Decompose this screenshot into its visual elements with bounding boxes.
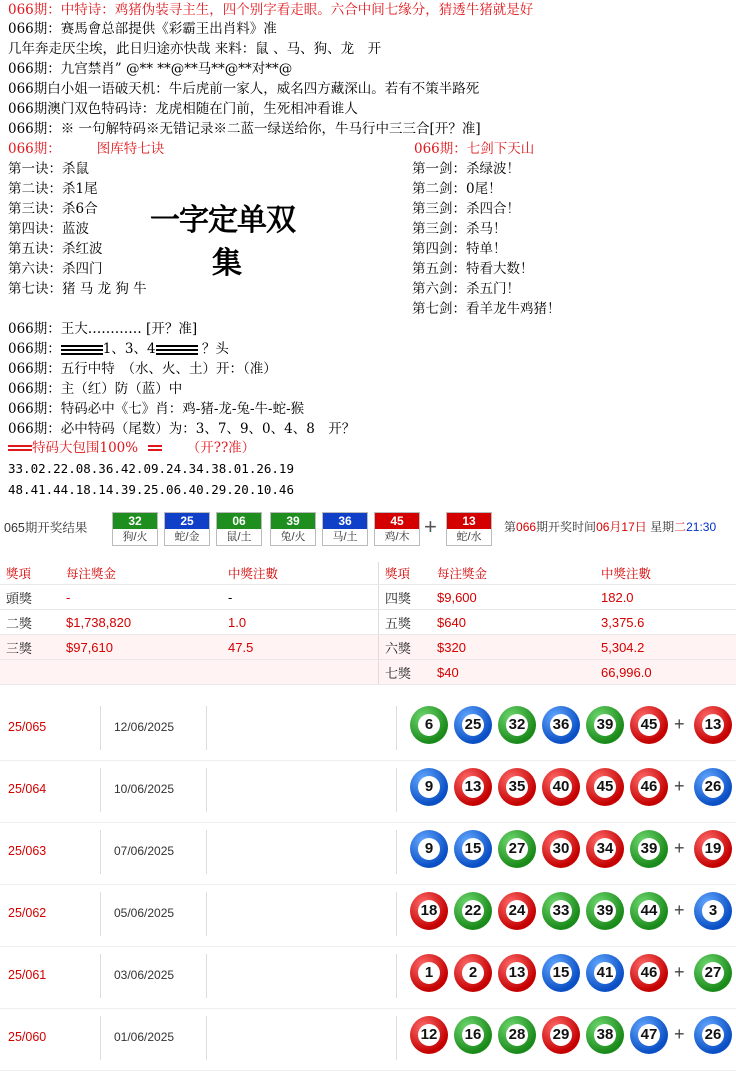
header-line-3: 几年奔走厌尘埃，此日归途亦快哉 来料：鼠 、马、狗、龙 开 <box>8 41 382 57</box>
result-number: 25 <box>165 513 209 529</box>
left-list-item: 第三诀：杀6合 <box>8 201 98 217</box>
divider <box>396 954 397 998</box>
history-date: 12/06/2025 <box>114 720 175 734</box>
history-special-ball <box>694 830 732 868</box>
history-ball <box>410 1016 448 1054</box>
ball-number: 39 <box>638 838 660 860</box>
history-issue: 25/060 <box>8 1030 47 1044</box>
header-line-6: 066期澳门双色特码诗：龙虎相随在门前，生死相冲看谁人 <box>8 101 358 117</box>
history-ball <box>454 706 492 744</box>
divider <box>396 892 397 936</box>
history-ball <box>542 830 580 868</box>
ball-number: 15 <box>550 962 572 984</box>
big-title-line-1: 一字定单双 <box>150 203 295 238</box>
result-number: 06 <box>217 513 261 529</box>
ball-number: 34 <box>594 838 616 860</box>
right-list-item: 第五剑：特看大数！ <box>412 261 534 277</box>
history-ball <box>498 954 536 992</box>
ball-number: 39 <box>594 714 616 736</box>
history-ball <box>586 892 624 930</box>
result-zodiac: 蛇/金 <box>174 531 200 543</box>
history-ball <box>454 892 492 930</box>
right-section-title: 七剑下天山 <box>466 141 535 157</box>
ball-number: 16 <box>462 1024 484 1046</box>
prize-table-header: 獎項 每注獎金 中獎注數 獎項 每注獎金 中獎注數 <box>0 562 736 585</box>
divider <box>100 954 101 998</box>
history-ball <box>542 954 580 992</box>
ball-number: 41 <box>594 962 616 984</box>
ball-number: 13 <box>462 776 484 798</box>
history-date: 07/06/2025 <box>114 844 175 858</box>
left-list-item: 第五诀：杀红波 <box>8 241 103 257</box>
history-special-ball <box>694 1016 732 1054</box>
result-ball <box>322 512 368 546</box>
prize-row: 頭獎 - - 四獎 $9,600 182.0 <box>0 585 736 610</box>
history-ball <box>498 706 536 744</box>
history-ball <box>498 830 536 868</box>
ball-number: 32 <box>506 714 528 736</box>
divider <box>100 830 101 874</box>
ball-number: 1 <box>418 962 440 984</box>
history-ball <box>542 768 580 806</box>
middle-line-3: 066期：五行中特 （水、火、土）开：（准） <box>8 361 277 377</box>
header-line-1: 066期：中特诗：鸡猪伪装寻主生，四个别字看走眼。六合中间七缘分，猜透牛猪就是好 <box>8 2 534 18</box>
ball-number: 45 <box>638 714 660 736</box>
ball-number: 40 <box>550 776 572 798</box>
history-row <box>0 698 736 761</box>
divider <box>100 706 101 750</box>
middle-line-5: 066期：特码必中《七》肖：鸡-猪-龙-兔-牛-蛇-猴 <box>8 401 305 417</box>
next-draw-info: 第066期开奖时间06月17日 星期二21:30 <box>504 520 717 534</box>
result-ball <box>164 512 210 546</box>
history-ball <box>630 706 668 744</box>
left-section-issue: 066期： <box>8 141 61 157</box>
left-list-item: 第一诀：杀鼠 <box>8 161 89 177</box>
left-list-item: 第六诀：杀四门 <box>8 261 103 277</box>
result-number: 36 <box>323 513 367 529</box>
ball-number: 46 <box>638 776 660 798</box>
ball-number: 27 <box>506 838 528 860</box>
history-ball <box>498 1016 536 1054</box>
result-zodiac: 兔/火 <box>280 531 306 543</box>
history-row <box>0 822 736 885</box>
ball-number: 47 <box>638 1024 660 1046</box>
ball-number: 22 <box>462 900 484 922</box>
ball-number: 46 <box>638 962 660 984</box>
redacted-bars <box>156 345 198 355</box>
header-line-5: 066期白小姐一语破天机：牛后虎前一家人，威名四方藏深山。若有不策半路死 <box>8 81 480 97</box>
plus-sign: + <box>424 514 437 539</box>
divider <box>206 1016 207 1060</box>
history-date: 05/06/2025 <box>114 906 175 920</box>
left-section-header <box>8 140 164 158</box>
left-list-item: 第七诀：猪 马 龙 狗 牛 <box>8 281 147 297</box>
ball-number: 13 <box>702 714 724 736</box>
ball-number: 33 <box>550 900 572 922</box>
history-ball <box>630 954 668 992</box>
result-zodiac: 鼠/土 <box>226 531 252 543</box>
history-row <box>0 1008 736 1071</box>
ball-number: 19 <box>702 838 724 860</box>
history-ball <box>410 706 448 744</box>
history-ball <box>542 1016 580 1054</box>
history-ball <box>498 768 536 806</box>
ball-number: 29 <box>550 1024 572 1046</box>
history-ball <box>498 892 536 930</box>
result-number: 13 <box>447 513 491 529</box>
history-ball <box>454 1016 492 1054</box>
prize-row: 三獎 $97,610 47.5 六獎 $320 5,304.2 <box>0 635 736 660</box>
history-ball <box>410 954 448 992</box>
right-list-item: 第一剑：杀绿波！ <box>412 161 520 177</box>
divider <box>396 768 397 812</box>
result-number: 39 <box>271 513 315 529</box>
history-ball <box>630 1016 668 1054</box>
result-ball <box>112 512 158 546</box>
ball-number: 26 <box>702 776 724 798</box>
ball-number: 38 <box>594 1024 616 1046</box>
header-line-2: 066期：赛馬會总部提供《彩霸王出肖料》准 <box>8 21 277 37</box>
plus-sign: + <box>674 838 685 858</box>
result-zodiac: 蛇/水 <box>456 531 482 543</box>
result-zodiac: 鸡/木 <box>384 531 410 543</box>
prize-row: 二獎 $1,738,820 1.0 五獎 $640 3,375.6 <box>0 610 736 635</box>
plus-sign: + <box>674 900 685 920</box>
header-line-4: 066期：九宫禁肖” @** **@**马**@**对**@ <box>8 61 293 77</box>
red-bars <box>148 445 162 453</box>
divider <box>206 830 207 874</box>
history-date: 03/06/2025 <box>114 968 175 982</box>
result-zodiac: 狗/火 <box>122 531 148 543</box>
divider <box>206 706 207 750</box>
left-list-item: 第四诀：蓝波 <box>8 221 89 237</box>
header-line-7: 066期：※ 一句解特码※无错记录※二蓝一绿送给你，牛马行中三三合[开？准] <box>8 121 481 137</box>
history-special-ball <box>694 768 732 806</box>
history-ball <box>454 830 492 868</box>
plus-sign: + <box>674 962 685 982</box>
right-list-item: 第四剑：特单！ <box>412 241 507 257</box>
ball-number: 36 <box>550 714 572 736</box>
history-ball <box>454 768 492 806</box>
history-ball <box>586 830 624 868</box>
ball-number: 15 <box>462 838 484 860</box>
history-ball <box>630 768 668 806</box>
number-list-1: 33.02.22.08.36.42.09.24.34.38.01.26.19 <box>8 461 294 476</box>
left-section-title: 图库特七诀 <box>96 141 165 157</box>
ball-number: 9 <box>418 776 440 798</box>
history-ball <box>410 892 448 930</box>
divider <box>206 768 207 812</box>
ball-number: 39 <box>594 900 616 922</box>
divider <box>396 830 397 874</box>
prize-table <box>0 562 736 685</box>
history-ball <box>454 954 492 992</box>
history-ball <box>586 768 624 806</box>
middle-line-2: 066期： 1、3、4 ？头 <box>8 341 229 357</box>
ball-number: 26 <box>702 1024 724 1046</box>
history-row <box>0 946 736 1009</box>
ball-number: 9 <box>418 838 440 860</box>
ball-number: 28 <box>506 1024 528 1046</box>
right-list-item: 第三剑：杀四合！ <box>412 201 520 217</box>
divider <box>206 954 207 998</box>
middle-line-7: 特码大包围100% （开??准） <box>8 439 255 457</box>
plus-sign: + <box>674 776 685 796</box>
ball-number: 6 <box>418 714 440 736</box>
ball-number: 30 <box>550 838 572 860</box>
history-ball <box>586 706 624 744</box>
ball-number: 3 <box>702 900 724 922</box>
divider <box>100 1016 101 1060</box>
history-ball <box>630 892 668 930</box>
ball-number: 24 <box>506 900 528 922</box>
divider <box>100 768 101 812</box>
result-special-ball <box>446 512 492 546</box>
history-special-ball <box>694 706 732 744</box>
divider <box>206 892 207 936</box>
divider <box>396 1016 397 1060</box>
prize-row: 七獎 $40 66,996.0 <box>0 660 736 685</box>
ball-number: 13 <box>506 962 528 984</box>
ball-number: 12 <box>418 1024 440 1046</box>
ball-number: 2 <box>462 962 484 984</box>
history-ball <box>410 830 448 868</box>
redacted-bars <box>61 345 103 355</box>
history-issue: 25/062 <box>8 906 47 920</box>
plus-sign: + <box>674 714 685 734</box>
ball-number: 35 <box>506 776 528 798</box>
result-number: 32 <box>113 513 157 529</box>
history-date: 01/06/2025 <box>114 1030 175 1044</box>
history-issue: 25/061 <box>8 968 47 982</box>
ball-number: 25 <box>462 714 484 736</box>
right-list-item: 第三剑：杀马！ <box>412 221 507 237</box>
ball-number: 44 <box>638 900 660 922</box>
history-ball <box>542 892 580 930</box>
middle-line-1: 066期：王大………… [开？准] <box>8 321 198 337</box>
result-number: 45 <box>375 513 419 529</box>
divider <box>100 892 101 936</box>
big-title-line-2: 集 <box>212 246 241 281</box>
history-special-ball <box>694 892 732 930</box>
plus-sign: + <box>674 1024 685 1044</box>
history-issue: 25/065 <box>8 720 47 734</box>
ball-number: 27 <box>702 962 724 984</box>
draw-result-bar <box>0 512 736 546</box>
result-zodiac: 马/土 <box>332 531 358 543</box>
ball-number: 18 <box>418 900 440 922</box>
history-special-ball <box>694 954 732 992</box>
history-issue: 25/063 <box>8 844 47 858</box>
history-date: 10/06/2025 <box>114 782 175 796</box>
right-section-header <box>414 140 534 158</box>
middle-line-4: 066期：主（红）防（蓝）中 <box>8 381 183 397</box>
history-ball <box>542 706 580 744</box>
result-ball <box>216 512 262 546</box>
result-title: 065期开奖结果 <box>4 521 88 535</box>
history-row <box>0 760 736 823</box>
history-ball <box>410 768 448 806</box>
history-ball <box>586 1016 624 1054</box>
divider <box>396 706 397 750</box>
result-ball <box>374 512 420 546</box>
right-list-item: 第六剑：杀五门！ <box>412 281 520 297</box>
history-ball <box>630 830 668 868</box>
red-bars <box>8 445 32 453</box>
history-issue: 25/064 <box>8 782 47 796</box>
right-section-issue: 066期： <box>414 141 467 157</box>
number-list-2: 48.41.44.18.14.39.25.06.40.29.20.10.46 <box>8 482 294 497</box>
middle-line-6: 066期：必中特码（尾数）为：3、7、9、0、4、8 开？ <box>8 421 356 437</box>
right-list-item: 第七剑：看羊龙牛鸡猪！ <box>412 301 561 317</box>
history-ball <box>586 954 624 992</box>
result-ball <box>270 512 316 546</box>
history-row <box>0 884 736 947</box>
ball-number: 45 <box>594 776 616 798</box>
left-list-item: 第二诀：杀1尾 <box>8 181 98 197</box>
right-list-item: 第二剑：0尾！ <box>412 181 502 197</box>
